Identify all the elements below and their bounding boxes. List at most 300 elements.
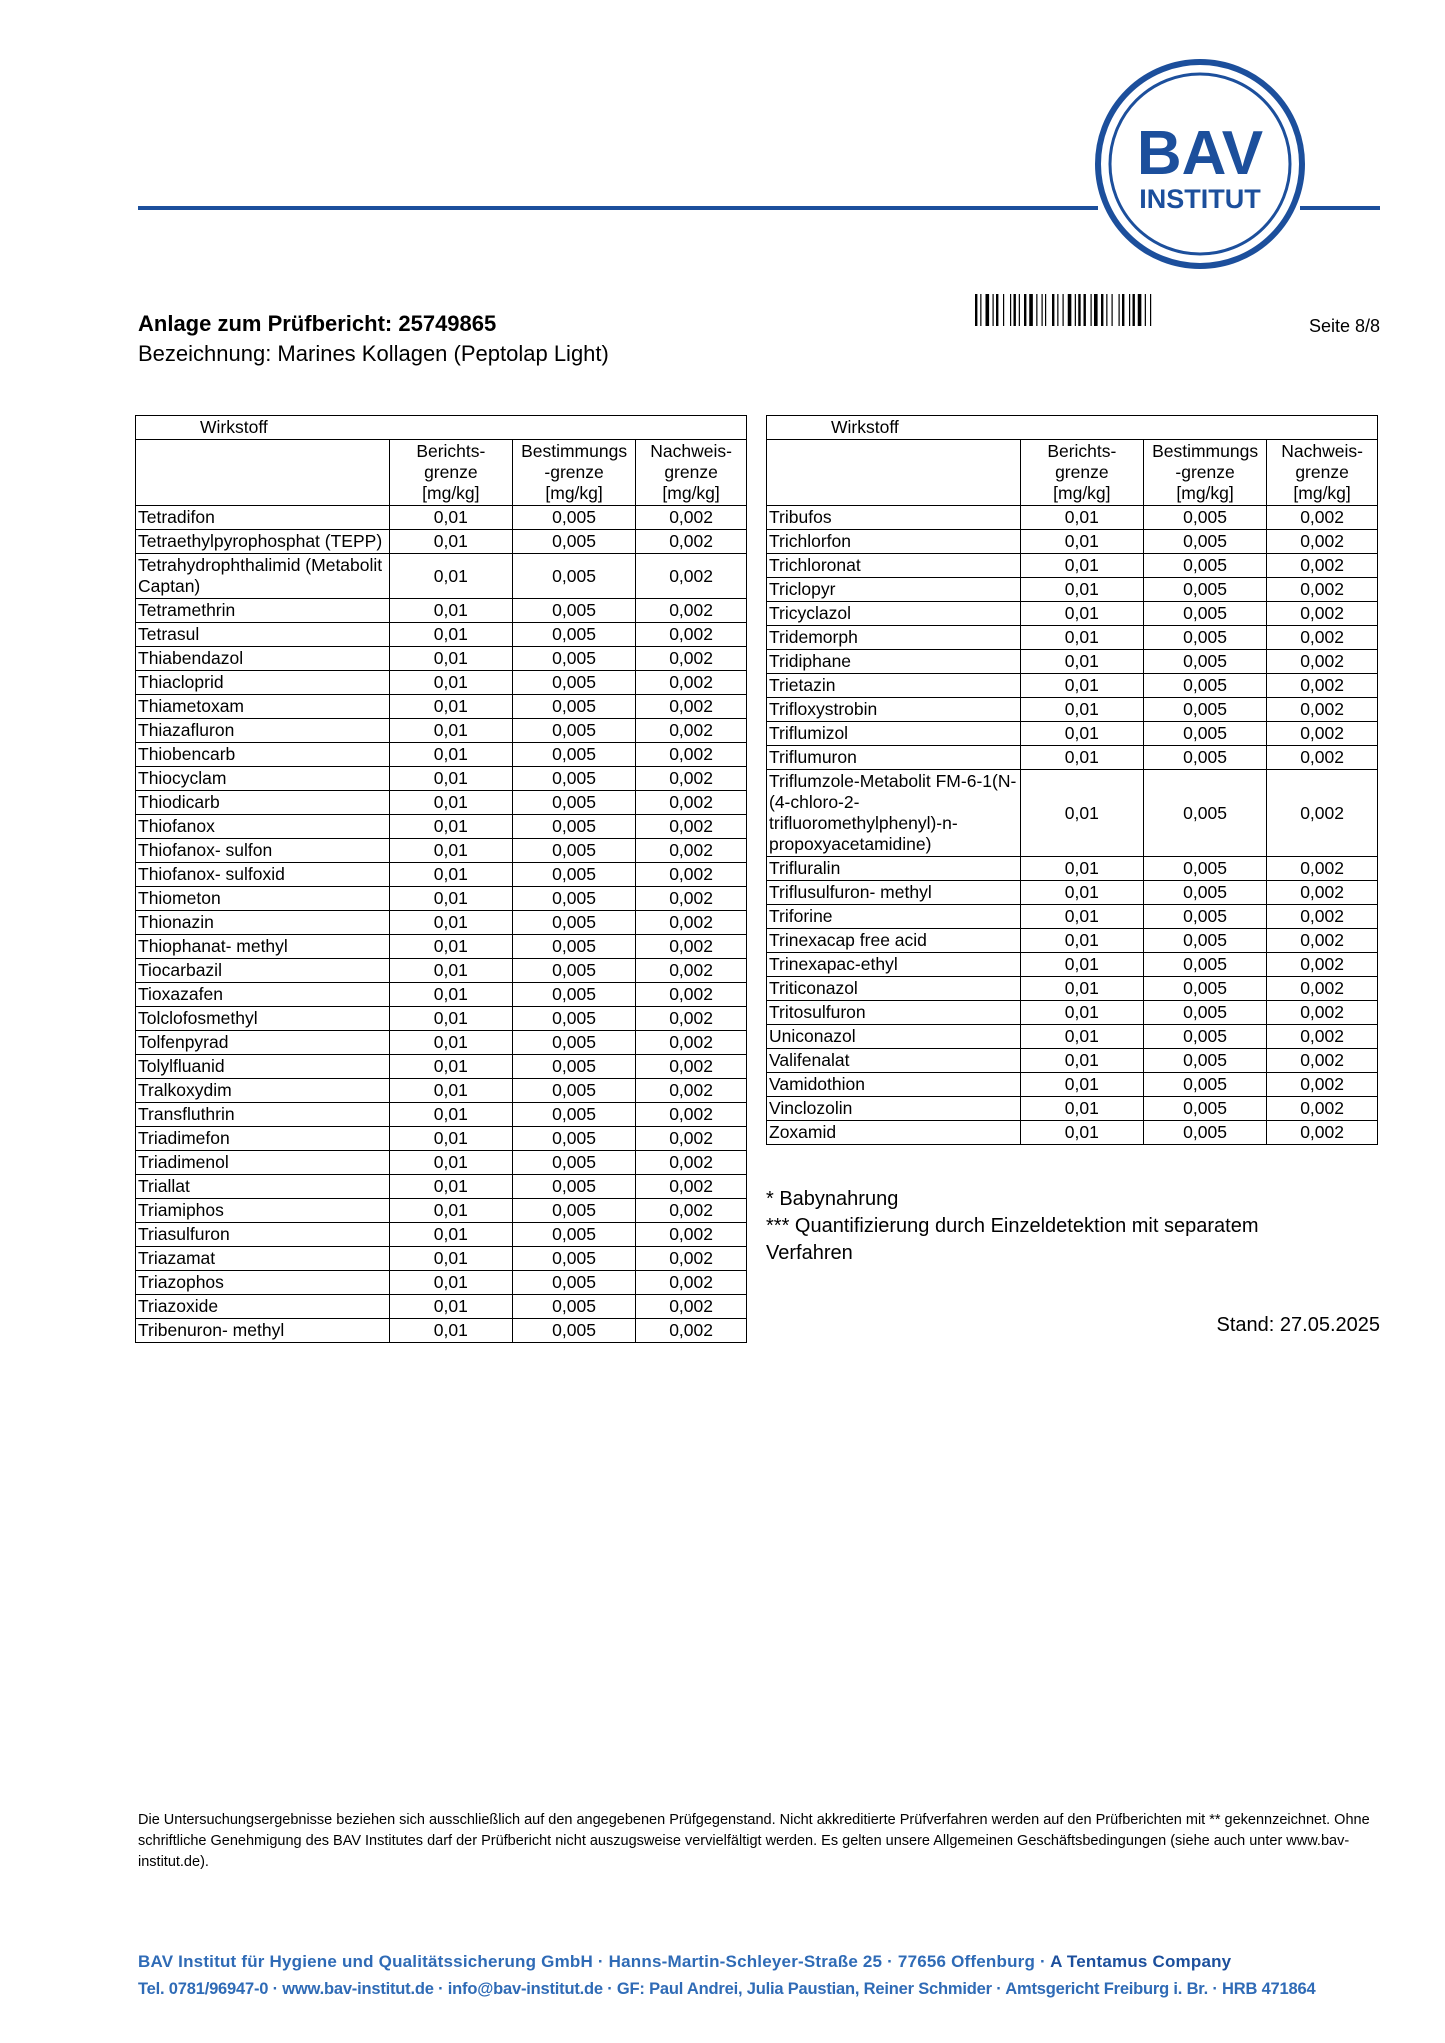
substance-name: Trichlorfon: [767, 530, 1021, 554]
substance-name: Tritosulfuron: [767, 1001, 1021, 1025]
berichtsgrenze-value: 0,01: [389, 767, 512, 791]
substance-name: Tetrasul: [136, 623, 390, 647]
bestimmungsgrenze-value: 0,005: [1143, 578, 1266, 602]
substance-name: Thiocyclam: [136, 767, 390, 791]
berichtsgrenze-value: 0,01: [389, 815, 512, 839]
table-row: [136, 1271, 747, 1295]
barcode-bar: [1068, 294, 1072, 326]
barcode-bar: [975, 294, 977, 326]
substance-name: Tetramethrin: [136, 599, 390, 623]
substance-name: Zoxamid: [767, 1121, 1021, 1145]
column-header-nachweisgrenze: Nachweis- grenze [mg/kg]: [636, 440, 747, 506]
substance-name: Triflumuron: [767, 746, 1021, 770]
substance-table-right: [766, 415, 1378, 1145]
berichtsgrenze-value: 0,01: [1020, 674, 1143, 698]
nachweisgrenze-value: 0,002: [636, 695, 747, 719]
substance-name: Thionazin: [136, 911, 390, 935]
barcode-bar: [1078, 294, 1080, 326]
table-row: [767, 674, 1378, 698]
substance-name: Thiobencarb: [136, 743, 390, 767]
substance-name: Triflusulfuron- methyl: [767, 881, 1021, 905]
nachweisgrenze-value: 0,002: [1267, 1049, 1378, 1073]
substance-table-left: [135, 415, 747, 1343]
nachweisgrenze-value: 0,002: [636, 911, 747, 935]
footer-address: [138, 1952, 1231, 1972]
bestimmungsgrenze-value: 0,005: [1143, 857, 1266, 881]
table-row: [136, 1079, 747, 1103]
barcode-bar: [1029, 294, 1033, 326]
barcode-bar: [1112, 294, 1113, 326]
nachweisgrenze-value: 0,002: [636, 743, 747, 767]
header-rule-right: [1300, 206, 1380, 210]
table-row: [136, 1007, 747, 1031]
berichtsgrenze-value: 0,01: [1020, 1097, 1143, 1121]
nachweisgrenze-value: 0,002: [1267, 977, 1378, 1001]
barcode-bar: [1145, 294, 1146, 326]
stand-date: Stand: 27.05.2025: [1216, 1314, 1380, 1336]
substance-name: Trifluralin: [767, 857, 1021, 881]
bestimmungsgrenze-value: 0,005: [512, 887, 635, 911]
barcode-bar: [986, 294, 990, 326]
substance-name: Thiofanox- sulfon: [136, 839, 390, 863]
table-row: [136, 695, 747, 719]
table-row: [136, 1055, 747, 1079]
substance-name: Thiodicarb: [136, 791, 390, 815]
bestimmungsgrenze-value: 0,005: [1143, 722, 1266, 746]
bestimmungsgrenze-value: 0,005: [1143, 905, 1266, 929]
substance-name: Tricyclazol: [767, 602, 1021, 626]
berichtsgrenze-value: 0,01: [389, 671, 512, 695]
page-number: Seite 8/8: [1308, 316, 1380, 336]
report-subtitle: Bezeichnung: Marines Kollagen (Peptolap Light): [138, 341, 609, 366]
substance-name: Triflumizol: [767, 722, 1021, 746]
table-row: [136, 839, 747, 863]
berichtsgrenze-value: 0,01: [1020, 1049, 1143, 1073]
bestimmungsgrenze-value: 0,005: [1143, 929, 1266, 953]
nachweisgrenze-value: 0,002: [1267, 1121, 1378, 1145]
table-row: [136, 1319, 747, 1343]
berichtsgrenze-value: 0,01: [389, 530, 512, 554]
nachweisgrenze-value: 0,002: [1267, 770, 1378, 857]
berichtsgrenze-value: 0,01: [1020, 905, 1143, 929]
berichtsgrenze-value: 0,01: [389, 554, 512, 599]
substance-name: Triadimenol: [136, 1151, 390, 1175]
bestimmungsgrenze-value: 0,005: [1143, 626, 1266, 650]
nachweisgrenze-value: 0,002: [1267, 1001, 1378, 1025]
nachweisgrenze-value: 0,002: [1267, 1025, 1378, 1049]
berichtsgrenze-value: 0,01: [1020, 953, 1143, 977]
berichtsgrenze-value: 0,01: [389, 887, 512, 911]
barcode-bar: [1042, 294, 1043, 326]
logo-text-main: BAV: [1136, 119, 1264, 188]
bestimmungsgrenze-value: 0,005: [512, 815, 635, 839]
substance-name: Tralkoxydim: [136, 1079, 390, 1103]
berichtsgrenze-value: 0,01: [1020, 578, 1143, 602]
bestimmungsgrenze-value: 0,005: [1143, 1073, 1266, 1097]
bestimmungsgrenze-value: 0,005: [512, 599, 635, 623]
berichtsgrenze-value: 0,01: [389, 1055, 512, 1079]
barcode-bar: [1101, 294, 1103, 326]
nachweisgrenze-value: 0,002: [1267, 626, 1378, 650]
bestimmungsgrenze-value: 0,005: [512, 719, 635, 743]
nachweisgrenze-value: 0,002: [1267, 602, 1378, 626]
substance-name: Thiametoxam: [136, 695, 390, 719]
table-row: [136, 623, 747, 647]
nachweisgrenze-value: 0,002: [636, 1271, 747, 1295]
table-row: [767, 698, 1378, 722]
berichtsgrenze-value: 0,01: [389, 791, 512, 815]
berichtsgrenze-value: 0,01: [1020, 530, 1143, 554]
table-row: [767, 1001, 1378, 1025]
nachweisgrenze-value: 0,002: [636, 719, 747, 743]
nachweisgrenze-value: 0,002: [1267, 698, 1378, 722]
nachweisgrenze-value: 0,002: [1267, 506, 1378, 530]
table-row: [136, 1247, 747, 1271]
table-row: [767, 881, 1378, 905]
substance-name: Thiofanox- sulfoxid: [136, 863, 390, 887]
nachweisgrenze-value: 0,002: [636, 1247, 747, 1271]
nachweisgrenze-value: 0,002: [636, 1295, 747, 1319]
berichtsgrenze-value: 0,01: [389, 911, 512, 935]
table-row: [136, 1295, 747, 1319]
substance-name: Tribenuron- methyl: [136, 1319, 390, 1343]
substance-name: Triforine: [767, 905, 1021, 929]
berichtsgrenze-value: 0,01: [1020, 770, 1143, 857]
nachweisgrenze-value: 0,002: [636, 983, 747, 1007]
nachweisgrenze-value: 0,002: [636, 959, 747, 983]
nachweisgrenze-value: 0,002: [636, 1031, 747, 1055]
substance-name: Trichloronat: [767, 554, 1021, 578]
berichtsgrenze-value: 0,01: [1020, 602, 1143, 626]
substance-name: Trifloxystrobin: [767, 698, 1021, 722]
barcode: [975, 294, 1215, 326]
footnotes: [766, 1186, 1326, 1267]
bestimmungsgrenze-value: 0,005: [512, 1271, 635, 1295]
table-row: [136, 719, 747, 743]
bestimmungsgrenze-value: 0,005: [1143, 530, 1266, 554]
bestimmungsgrenze-value: 0,005: [1143, 953, 1266, 977]
berichtsgrenze-value: 0,01: [389, 1199, 512, 1223]
nachweisgrenze-value: 0,002: [636, 863, 747, 887]
bestimmungsgrenze-value: 0,005: [1143, 1025, 1266, 1049]
nachweisgrenze-value: 0,002: [636, 1151, 747, 1175]
table-row: [136, 530, 747, 554]
substance-name: Tetradifon: [136, 506, 390, 530]
bestimmungsgrenze-value: 0,005: [512, 1319, 635, 1343]
bestimmungsgrenze-value: 0,005: [512, 935, 635, 959]
nachweisgrenze-value: 0,002: [636, 1223, 747, 1247]
bestimmungsgrenze-value: 0,005: [1143, 698, 1266, 722]
substance-name: Triallat: [136, 1175, 390, 1199]
table-row: [767, 1097, 1378, 1121]
barcode-bar: [1138, 294, 1142, 326]
bestimmungsgrenze-value: 0,005: [1143, 1121, 1266, 1145]
column-header-bestimmungsgrenze: Bestimmungs -grenze [mg/kg]: [512, 440, 635, 506]
column-header-nachweisgrenze: Nachweis- grenze [mg/kg]: [1267, 440, 1378, 506]
bestimmungsgrenze-value: 0,005: [512, 1151, 635, 1175]
nachweisgrenze-value: 0,002: [1267, 650, 1378, 674]
berichtsgrenze-value: 0,01: [389, 599, 512, 623]
nachweisgrenze-value: 0,002: [636, 1103, 747, 1127]
table-row: [136, 647, 747, 671]
table-row: [136, 887, 747, 911]
barcode-bar: [980, 294, 981, 326]
berichtsgrenze-value: 0,01: [1020, 698, 1143, 722]
substance-name: Thiabendazol: [136, 647, 390, 671]
substance-name: Triazoxide: [136, 1295, 390, 1319]
substance-name: Tolylfluanid: [136, 1055, 390, 1079]
table-row: [767, 1025, 1378, 1049]
barcode-bar: [993, 294, 994, 326]
berichtsgrenze-value: 0,01: [1020, 1001, 1143, 1025]
table-row: [767, 857, 1378, 881]
substance-name: Trinexacap free acid: [767, 929, 1021, 953]
barcode-bar: [1122, 294, 1124, 326]
substance-name: Thiometon: [136, 887, 390, 911]
barcode-bar: [1010, 294, 1011, 326]
report-title: Anlage zum Prüfbericht: 25749865: [138, 311, 497, 336]
berichtsgrenze-value: 0,01: [389, 1175, 512, 1199]
table-row: [136, 1031, 747, 1055]
nachweisgrenze-value: 0,002: [636, 599, 747, 623]
berichtsgrenze-value: 0,01: [389, 1079, 512, 1103]
berichtsgrenze-value: 0,01: [1020, 506, 1143, 530]
berichtsgrenze-value: 0,01: [389, 935, 512, 959]
nachweisgrenze-value: 0,002: [636, 671, 747, 695]
bestimmungsgrenze-value: 0,005: [512, 554, 635, 599]
berichtsgrenze-value: 0,01: [389, 623, 512, 647]
nachweisgrenze-value: 0,002: [636, 1175, 747, 1199]
nachweisgrenze-value: 0,002: [636, 623, 747, 647]
berichtsgrenze-value: 0,01: [389, 1127, 512, 1151]
table-row: [767, 530, 1378, 554]
nachweisgrenze-value: 0,002: [636, 815, 747, 839]
berichtsgrenze-value: 0,01: [1020, 722, 1143, 746]
table-row: [136, 935, 747, 959]
nachweisgrenze-value: 0,002: [1267, 1097, 1378, 1121]
table-row: [136, 911, 747, 935]
substance-name: Tridiphane: [767, 650, 1021, 674]
berichtsgrenze-value: 0,01: [1020, 1121, 1143, 1145]
barcode-bar: [1084, 294, 1086, 326]
bestimmungsgrenze-value: 0,005: [512, 647, 635, 671]
nachweisgrenze-value: 0,002: [636, 554, 747, 599]
berichtsgrenze-value: 0,01: [389, 1247, 512, 1271]
table-row: [767, 1073, 1378, 1097]
substance-name: Tetraethylpyrophosphat (TEPP): [136, 530, 390, 554]
nachweisgrenze-value: 0,002: [636, 839, 747, 863]
bestimmungsgrenze-value: 0,005: [512, 1007, 635, 1031]
substance-name: Tiocarbazil: [136, 959, 390, 983]
table-row: [767, 602, 1378, 626]
bestimmungsgrenze-value: 0,005: [512, 1055, 635, 1079]
bestimmungsgrenze-value: 0,005: [512, 1223, 635, 1247]
nachweisgrenze-value: 0,002: [636, 647, 747, 671]
substance-name: Triasulfuron: [136, 1223, 390, 1247]
table-row: [136, 1199, 747, 1223]
table-row: [136, 554, 747, 599]
nachweisgrenze-value: 0,002: [636, 530, 747, 554]
berichtsgrenze-value: 0,01: [1020, 626, 1143, 650]
nachweisgrenze-value: 0,002: [1267, 881, 1378, 905]
berichtsgrenze-value: 0,01: [389, 719, 512, 743]
disclaimer: Die Untersuchungsergebnisse beziehen sich ausschließlich auf den angegebenen Prüfgegenstand. Nicht akkreditierte Prüfverfahren werden auf den Prüfberichten mit ** gekennzeichnet. Ohne schriftliche Genehmigung des BAV Institutes darf der Prüfbericht nicht auszugsweise vervielfältigt werden. Es gelten unsere Allgemeinen Geschäftsbedingungen (siehe auch unter www.bav-institut.de).: [138, 1812, 1370, 1870]
bestimmungsgrenze-value: 0,005: [512, 743, 635, 767]
footer-brand: A Tentamus Company: [1050, 1952, 1232, 1971]
berichtsgrenze-value: 0,01: [1020, 977, 1143, 1001]
nachweisgrenze-value: 0,002: [1267, 722, 1378, 746]
table-row: [136, 743, 747, 767]
berichtsgrenze-value: 0,01: [389, 647, 512, 671]
berichtsgrenze-value: 0,01: [1020, 554, 1143, 578]
substance-name: Triflumzole-Metabolit FM-6-1(N-(4-chloro-2-trifluoromethylphenyl)-n-propoxyacetamidine): [767, 770, 1021, 857]
berichtsgrenze-value: 0,01: [1020, 881, 1143, 905]
bestimmungsgrenze-value: 0,005: [512, 1079, 635, 1103]
table-row: [136, 671, 747, 695]
bestimmungsgrenze-value: 0,005: [512, 983, 635, 1007]
bestimmungsgrenze-value: 0,005: [1143, 1001, 1266, 1025]
nachweisgrenze-value: 0,002: [636, 1319, 747, 1343]
substance-name: Uniconazol: [767, 1025, 1021, 1049]
barcode-bar: [1091, 294, 1092, 326]
bestimmungsgrenze-value: 0,005: [1143, 746, 1266, 770]
bestimmungsgrenze-value: 0,005: [1143, 674, 1266, 698]
substance-name: Triazophos: [136, 1271, 390, 1295]
barcode-bar: [1052, 294, 1054, 326]
nachweisgrenze-value: 0,002: [636, 506, 747, 530]
bestimmungsgrenze-value: 0,005: [1143, 650, 1266, 674]
substance-name: Tioxazafen: [136, 983, 390, 1007]
note-baby: * Babynahrung: [766, 1188, 899, 1210]
barcode-bar: [1119, 294, 1120, 326]
table-row: [767, 746, 1378, 770]
nachweisgrenze-value: 0,002: [1267, 929, 1378, 953]
barcode-bar: [1024, 294, 1026, 326]
nachweisgrenze-value: 0,002: [636, 767, 747, 791]
substance-name: Thiazafluron: [136, 719, 390, 743]
bestimmungsgrenze-value: 0,005: [512, 1031, 635, 1055]
column-header-substance: Wirkstoff: [136, 416, 747, 440]
substance-name: Tribufos: [767, 506, 1021, 530]
substance-name: Triticonazol: [767, 977, 1021, 1001]
column-header-berichtsgrenze: Berichts- grenze [mg/kg]: [1020, 440, 1143, 506]
barcode-bar: [1075, 294, 1076, 326]
nachweisgrenze-value: 0,002: [1267, 857, 1378, 881]
nachweisgrenze-value: 0,002: [1267, 746, 1378, 770]
bestimmungsgrenze-value: 0,005: [512, 1127, 635, 1151]
barcode-bar: [1133, 294, 1135, 326]
footer-address-text: BAV Institut für Hygiene und Qualitätssicherung GmbH · Hanns-Martin-Schleyer-Straße 25 · 77656 Offenburg ·: [138, 1952, 1051, 1971]
substance-name: Vinclozolin: [767, 1097, 1021, 1121]
berichtsgrenze-value: 0,01: [389, 1271, 512, 1295]
barcode-bar: [1036, 294, 1037, 326]
berichtsgrenze-value: 0,01: [389, 983, 512, 1007]
bestimmungsgrenze-value: 0,005: [1143, 1097, 1266, 1121]
table-row: [767, 929, 1378, 953]
bestimmungsgrenze-value: 0,005: [1143, 602, 1266, 626]
table-row: [136, 767, 747, 791]
nachweisgrenze-value: 0,002: [1267, 953, 1378, 977]
substance-name: Triazamat: [136, 1247, 390, 1271]
substance-name: Tetrahydrophthalimid (Metabolit Captan): [136, 554, 390, 599]
berichtsgrenze-value: 0,01: [1020, 929, 1143, 953]
bestimmungsgrenze-value: 0,005: [512, 863, 635, 887]
substance-name: Triclopyr: [767, 578, 1021, 602]
barcode-bar: [1063, 294, 1064, 326]
bestimmungsgrenze-value: 0,005: [512, 1103, 635, 1127]
substance-name: Tridemorph: [767, 626, 1021, 650]
table-row: [136, 1103, 747, 1127]
berichtsgrenze-value: 0,01: [389, 1319, 512, 1343]
bestimmungsgrenze-value: 0,005: [512, 1295, 635, 1319]
nachweisgrenze-value: 0,002: [1267, 905, 1378, 929]
bestimmungsgrenze-value: 0,005: [512, 959, 635, 983]
table-row: [767, 722, 1378, 746]
column-header-berichtsgrenze: Berichts- grenze [mg/kg]: [389, 440, 512, 506]
table-row: [136, 1223, 747, 1247]
column-header-bestimmungsgrenze: Bestimmungs -grenze [mg/kg]: [1143, 440, 1266, 506]
berichtsgrenze-value: 0,01: [389, 1295, 512, 1319]
berichtsgrenze-value: 0,01: [389, 959, 512, 983]
table-row: [767, 953, 1378, 977]
barcode-bar: [1094, 294, 1098, 326]
table-row: [136, 815, 747, 839]
substance-name: Valifenalat: [767, 1049, 1021, 1073]
bestimmungsgrenze-value: 0,005: [1143, 977, 1266, 1001]
nachweisgrenze-value: 0,002: [636, 1055, 747, 1079]
berichtsgrenze-value: 0,01: [389, 1103, 512, 1127]
berichtsgrenze-value: 0,01: [389, 1007, 512, 1031]
berichtsgrenze-value: 0,01: [389, 863, 512, 887]
barcode-bar: [1129, 294, 1130, 326]
nachweisgrenze-value: 0,002: [1267, 578, 1378, 602]
bestimmungsgrenze-value: 0,005: [512, 530, 635, 554]
bestimmungsgrenze-value: 0,005: [512, 1199, 635, 1223]
footer-contact: Tel. 0781/96947-0 · www.bav-institut.de · info@bav-institut.de · GF: Paul Andrei, Julia Paustian, Reiner Schmider · Amtsgericht Freiburg i. Br. · HRB 471864: [138, 1980, 1316, 1998]
substance-name: Tolfenpyrad: [136, 1031, 390, 1055]
nachweisgrenze-value: 0,002: [636, 935, 747, 959]
substance-name: Transfluthrin: [136, 1103, 390, 1127]
substance-name: Tolclofosmethyl: [136, 1007, 390, 1031]
substance-name: Thiofanox: [136, 815, 390, 839]
barcode-bar: [1003, 294, 1004, 326]
bestimmungsgrenze-value: 0,005: [512, 1175, 635, 1199]
berichtsgrenze-value: 0,01: [1020, 1025, 1143, 1049]
bestimmungsgrenze-value: 0,005: [512, 839, 635, 863]
bestimmungsgrenze-value: 0,005: [512, 767, 635, 791]
column-header-substance: Wirkstoff: [767, 416, 1378, 440]
barcode-bar: [1045, 294, 1046, 326]
table-row: [767, 977, 1378, 1001]
note-quantification: *** Quantifizierung durch Einzeldetektion mit separatem Verfahren: [766, 1215, 1259, 1264]
substance-name: Thiacloprid: [136, 671, 390, 695]
bav-logo: [1094, 58, 1306, 270]
nachweisgrenze-value: 0,002: [1267, 530, 1378, 554]
table-row: [767, 1049, 1378, 1073]
substance-name: Triamiphos: [136, 1199, 390, 1223]
nachweisgrenze-value: 0,002: [1267, 674, 1378, 698]
table-row: [136, 506, 747, 530]
bestimmungsgrenze-value: 0,005: [1143, 506, 1266, 530]
bestimmungsgrenze-value: 0,005: [512, 623, 635, 647]
bestimmungsgrenze-value: 0,005: [1143, 1049, 1266, 1073]
nachweisgrenze-value: 0,002: [636, 1199, 747, 1223]
table-row: [136, 1151, 747, 1175]
bestimmungsgrenze-value: 0,005: [1143, 881, 1266, 905]
substance-name: Trietazin: [767, 674, 1021, 698]
barcode-bar: [1106, 294, 1107, 326]
berichtsgrenze-value: 0,01: [389, 506, 512, 530]
